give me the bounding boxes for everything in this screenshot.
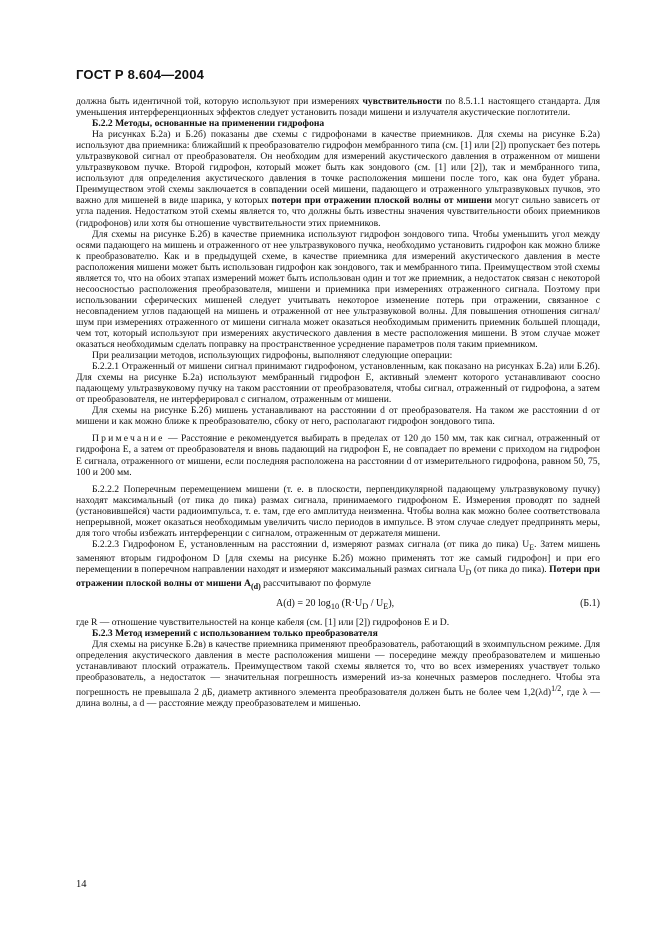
formula-expression: A(d) = 20 $\log_{10} (R\cdot U_D / U_E)$, [276, 597, 395, 611]
paragraph-transducer-only: Для схемы на рисунке Б.2в) в качестве приемника применяют преобразователь, работающий в эхоимпульсном режиме. Для определения акустического давления в месте расположения мишени — посередине между преобразователем и мишенью устанавливают плоский отражатель. Преимуществом такой схемы является то, что во всех измерениях участвует только преобразователь, а недостаток — значительная погрешность измерений из-за конечных размеров последнего. Чтобы эта погрешность не превышала 2 дБ, диаметр активного элемента преобразователя должен быть не более чем $1,2(\lambda d)^{1/2}$, где λ — длина волны, а d — расстояние между преобразователем и мишенью. [76, 638, 600, 710]
paragraph-b223: Б.2.2.3 Гидрофоном E, установленным на расстоянии d, измеряют размах сигнала (от пика до пика) $U_E$. Затем мишень заменяют вторым гидрофоном D [для схемы на рисунке Б.2б) можно применять тот же самый гидрофон] и при его перемещении в поперечном направлении находят и измеряют максимальный размах сигнала $U_D$ (от пика до пика). Потери при отражении плоской волны от мишени $A_{(d)}$ рассчитывают по формуле [76, 538, 600, 591]
page-header: ГОСТ Р 8.604—2004 [76, 67, 205, 82]
paragraph-hydrophone-schemes: На рисунках Б.2а) и Б.2б) показаны две схемы с гидрофонами в качестве приемников. Для схемы на рисунке Б.2а) используют два приемника: ближайший к преобразователю гидрофон мембранного типа (см. [1] или [2]) пропускает без потерь ультразвуковой сигнал от преобразователя. Он необходим для измерений акустического давления в отраженном от мишени ультразвуковом пучке. Второй гидрофон, который может быть как зондового (см. [1] или [2]), так и мембранного типа, используют для определения акустического давления в точке расположения мишени после того, как она будет убрана. Преимуществом этой схемы заключается в совпадении осей мишени, падающего и отраженного ультразвуковых пучков, это важно для мишеней в виде шарика, у которых потери при отражении плоской волны от мишени могут сильно зависеть от угла падения. Недостатком этой схемы является то, что должны быть известны значения чувствительности обоих приемников (гидрофонов) или хотя бы отношение чувствительности этих приемников. [76, 129, 600, 229]
formula-b1 [76, 595, 600, 615]
paragraph-continuation: должна быть идентичной той, которую используют при измерениях чувствительности по 8.5.1.1 настоящего стандарта. Для уменьшения интерференционных эффектов следует установить позади мишени и излучателя акустические поглотители. [76, 96, 601, 119]
paragraph-operations-intro: При реализации методов, использующих гидрофоны, выполняют следующие операции: [92, 350, 453, 362]
section-heading-b22: Б.2.2 Методы, основанные на применении гидрофона [92, 118, 325, 130]
note-label: Примечание [92, 433, 165, 445]
section-heading-b23: Б.2.3 Метод измерений с использованием только преобразователя [92, 627, 378, 639]
paragraph-b221: Б.2.2.1 Отраженный от мишени сигнал принимают гидрофоном, установленным, как показано на рисунках Б.2а) или Б.2б). Для схемы на рисунке Б.2а) используют мембранный гидрофон E, активный элемент которого устанавливают соосно падающему ультразвуковому пучку на таком расстоянии от преобразователя, чтобы сигнал, отраженный от гидрофона, а затем от преобразователя, не интерферировал с сигналом, отраженным от мишени. [76, 361, 600, 406]
note-paragraph: Примечание — Расстояние e рекомендуется выбирать в пределах от 120 до 150 мм, так как сигнал, отраженный от гидрофона E, а затем от преобразователя и вновь падающий на гидрофон E, не совпадает по времени с приходом на гидрофон E сигнала, отраженного от мишени, если последняя расположена на расстоянии d от измерительного гидрофона, равном 50, 75, 100 и 200 мм. [76, 433, 600, 478]
formula-number: (Б.1) [580, 597, 600, 609]
paragraph-scheme-b2b: Для схемы на рисунке Б.2б) в качестве приемника используют гидрофон зондового типа. Чтобы уменьшить угол между осями падающего на мишень и отраженного от нее ультразвукового пучка, необходимо установить гидрофон как можно ближе к преобразователю. Как и в предыдущей схеме, в качестве приемника для измерений акустического давления в месте расположения мишени может быть использован гидрофон как зондового, так и мембранного типа. Преимуществом этой схемы является то, что на обоих этапах измерений может быть использован один и тот же приемник, а недостаток связан с некоторой несоосностью расположения преобразователя, мишени и приемника при измерениях отраженного сигнала. Поэтому при использовании сферических мишеней следует учитывать некоторое изменение потерь при отражении, связанное с несовпадением углов падающей на мишень и отраженной от нее ультразвуковой волны. Для повышения отношения сигнал/шум при измерениях отраженного от мишени сигнала может оказаться необходимым применить приемник большей площади, чем тот, который используют при измерениях акустического давления в месте расположения мишени. В этом случае может оказаться необходимым сделать поправку на пространственное усреднение параметров поля таким приемником. [76, 228, 600, 351]
paragraph-where: где R — отношение чувствительностей на конце кабеля (см. [1] или [2]) гидрофонов E и D. [76, 616, 450, 628]
document-body [76, 96, 600, 709]
paragraph-b222: Б.2.2.2 Поперечным перемещением мишени (т. е. в плоскости, перпендикулярной падающему ультразвуковому пучку) находят максимальный (от пика до пика) размах сигнала, принимаемого гидрофоном E. Измерения проводят по задней (установившейся) части радиоимпульса, т. е. там, где его амплитуда неизменна. Чтобы волна как можно более соответствовала непрерывной, может оказаться необходимым увеличить число периодов в импульсе. В этом случае следует предпринять меры, для того чтобы избежать интерференции с сигналом, отраженным от держателя мишени. [76, 483, 600, 539]
paragraph-target-distance: Для схемы на рисунке Б.2б) мишень устанавливают на расстоянии d от преобразователя. На таком же расстоянии d от мишени и как можно ближе к преобразователю, сбоку от него, располагают гидрофон зондового типа. [76, 405, 600, 428]
page-number: 14 [76, 879, 87, 890]
